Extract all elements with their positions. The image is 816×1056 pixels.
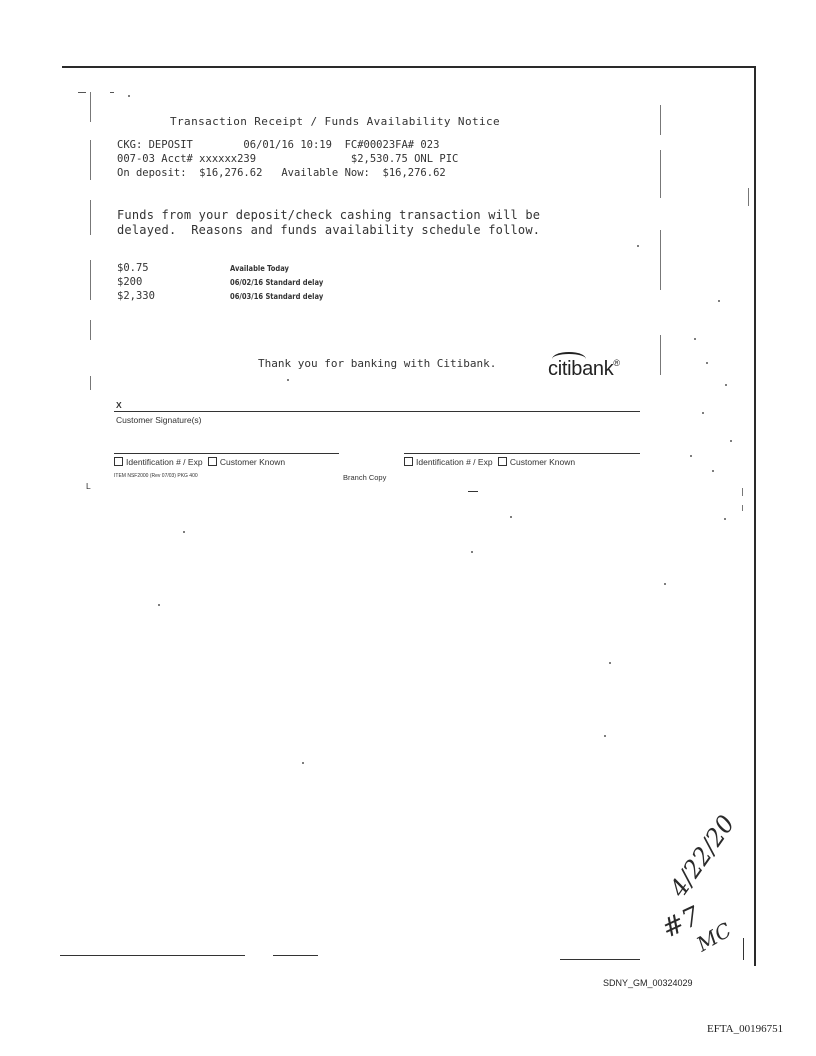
- scan-artifact: [743, 938, 744, 960]
- signature-label: Customer Signature(s): [116, 415, 202, 425]
- scan-artifact: [660, 105, 661, 135]
- scan-artifact: [730, 440, 732, 442]
- scan-artifact: [78, 92, 86, 93]
- schedule-amount: $200: [117, 276, 143, 288]
- scan-artifact: [471, 551, 473, 553]
- customer-known-label: Customer Known: [509, 457, 576, 467]
- handwritten-exhibit-number: #7: [657, 901, 705, 945]
- schedule-amount: $0.75: [117, 262, 149, 274]
- signature-line: [114, 411, 640, 412]
- scan-artifact: [706, 362, 708, 364]
- scan-artifact: [273, 955, 318, 956]
- scan-artifact: [724, 518, 726, 520]
- receipt-title: Transaction Receipt / Funds Availability Notice: [170, 115, 501, 128]
- scan-artifact: [90, 92, 91, 122]
- checkbox-icon: [404, 457, 413, 466]
- scan-artifact: [90, 376, 91, 390]
- form-code: ITEM NSF2000 (Rev 07/03) PKG 400: [114, 473, 198, 479]
- scan-artifact: [742, 505, 743, 511]
- scan-artifact: [637, 245, 639, 247]
- funds-delay-notice-line1: Funds from your deposit/check cashing transaction will be: [117, 208, 541, 222]
- schedule-amount: $2,330: [117, 290, 155, 302]
- receipt-account-line: 007-03 Acct# xxxxxx239 $2,530.75 ONL PIC: [117, 153, 459, 165]
- thank-you-message: Thank you for banking with Citibank.: [258, 357, 497, 370]
- scanned-page-frame: [62, 66, 756, 966]
- logo-text: citibank: [548, 358, 614, 380]
- bates-number: SDNY_GM_00324029: [603, 978, 693, 988]
- scan-artifact: [110, 92, 114, 93]
- scan-artifact: [725, 384, 727, 386]
- receipt-balance-line: On deposit: $16,276.62 Available Now: $16,276.62: [117, 167, 446, 179]
- scan-artifact: [694, 338, 696, 340]
- logo-mark: ®: [613, 358, 620, 368]
- scan-artifact: [609, 662, 611, 664]
- id-exp-label: Identification # / Exp: [416, 457, 493, 467]
- scan-artifact: [468, 491, 478, 492]
- scan-artifact: [90, 140, 91, 180]
- scan-artifact: [664, 583, 666, 585]
- schedule-note: 06/03/16 Standard delay: [230, 292, 324, 301]
- handwritten-date: 4/22/20: [664, 810, 741, 902]
- logo-arc-icon: [552, 352, 586, 366]
- scan-artifact: [702, 412, 704, 414]
- scan-artifact: [510, 516, 512, 518]
- margin-mark: L: [86, 481, 91, 491]
- checkbox-icon: [114, 457, 123, 466]
- scan-artifact: [90, 200, 91, 235]
- scan-artifact: [90, 320, 91, 340]
- handwritten-initials: MC: [692, 917, 736, 957]
- checkbox-icon: [208, 457, 217, 466]
- id-line-right: [404, 453, 640, 454]
- id-field-right: [404, 457, 575, 467]
- scan-artifact: [604, 735, 606, 737]
- customer-known-label: Customer Known: [219, 457, 286, 467]
- scan-artifact: [718, 300, 720, 302]
- scan-artifact: [660, 335, 661, 375]
- receipt-transaction-line: CKG: DEPOSIT 06/01/16 10:19 FC#00023FA# 023: [117, 139, 440, 151]
- scan-artifact: [690, 455, 692, 457]
- efta-number: EFTA_00196751: [707, 1023, 784, 1035]
- scan-artifact: [128, 95, 130, 97]
- id-field-left: [114, 457, 285, 467]
- checkbox-icon: [498, 457, 507, 466]
- scan-artifact: [60, 955, 245, 956]
- scan-artifact: [660, 150, 661, 198]
- schedule-note: Available Today: [230, 264, 289, 273]
- scan-artifact: [183, 531, 185, 533]
- scan-artifact: [748, 188, 749, 206]
- schedule-note: 06/02/16 Standard delay: [230, 278, 324, 287]
- scan-artifact: [158, 604, 160, 606]
- id-exp-label: Identification # / Exp: [126, 457, 203, 467]
- scan-artifact: [287, 379, 289, 381]
- scan-artifact: [302, 762, 304, 764]
- branch-copy-label: Branch Copy: [343, 473, 387, 482]
- scan-artifact: [660, 230, 661, 290]
- scan-artifact: [90, 260, 91, 300]
- citibank-logo: [548, 358, 620, 381]
- scan-artifact: [560, 959, 640, 960]
- scan-artifact: [742, 488, 743, 496]
- scan-artifact: [712, 470, 714, 472]
- funds-delay-notice-line2: delayed. Reasons and funds availability schedule follow.: [117, 223, 541, 237]
- id-line-left: [114, 453, 339, 454]
- signature-x-mark: X: [116, 400, 122, 410]
